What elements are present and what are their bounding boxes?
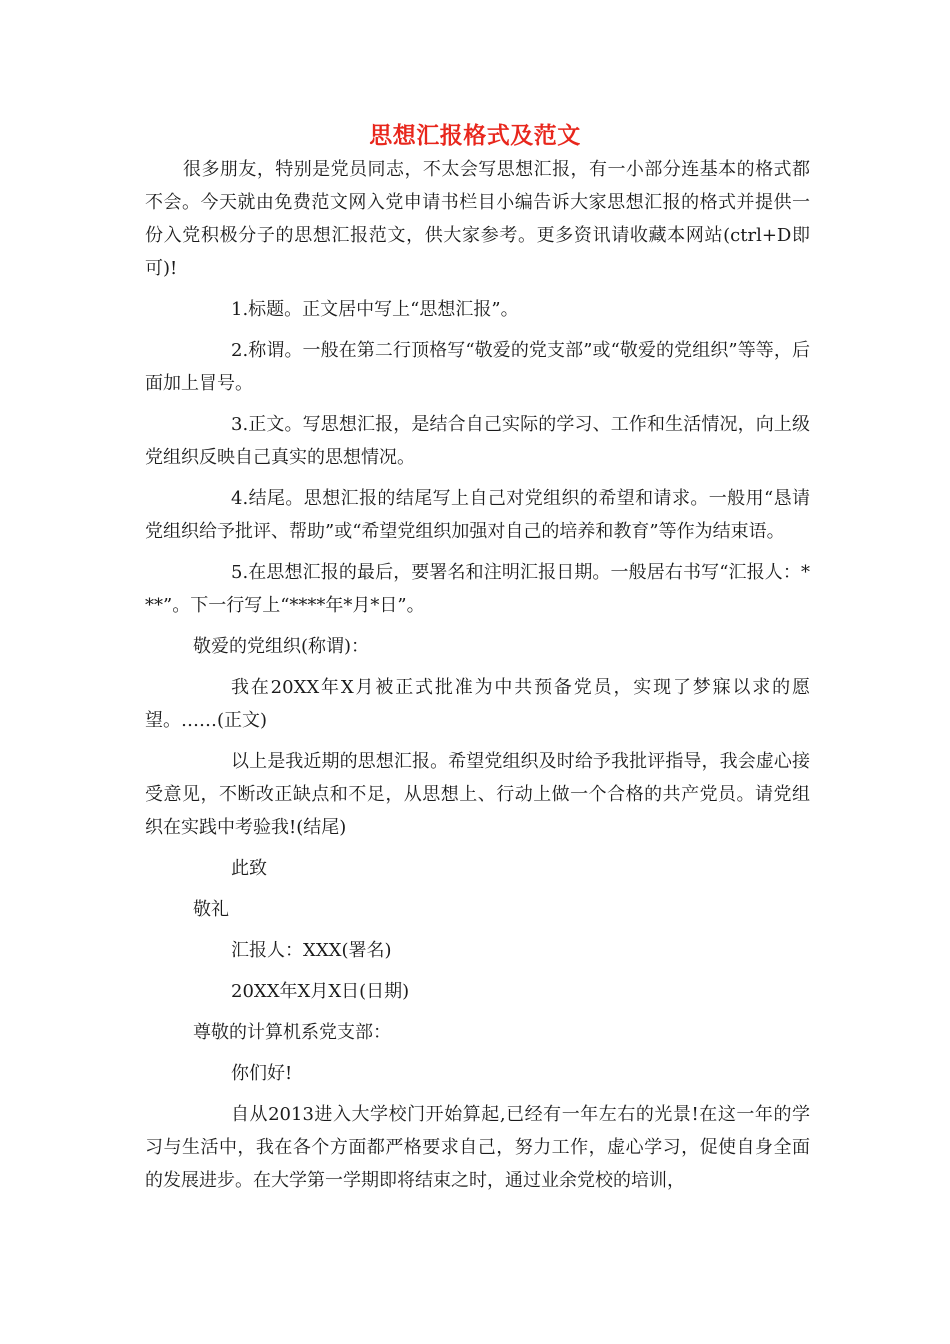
document-title: 思想汇报格式及范文 bbox=[369, 123, 581, 149]
intro-paragraph: 很多朋友，特别是党员同志，不太会写思想汇报，有一小部分连基本的格式都不会。今天就由免费范文网入党申请书栏目小编告诉大家思想汇报的格式并提供一份入党积极分子的思想汇报范文，供大家参考。更多资讯请收藏本网站(ctrl+D即可)! bbox=[145, 159, 810, 279]
second-salutation: 尊敬的计算机系党支部： bbox=[193, 1022, 391, 1043]
second-body-paragraph: 自从2013进入大学校门开始算起,已经有一年左右的光景!在这一年的学习与生活中，我在各个方面都严格要求自己，努力工作，虚心学习，促使自身全面的发展进步。在大学第一学期即将结束之时，通过业余党校的培训， bbox=[145, 1104, 810, 1191]
format-item-body: 3.正文。写思想汇报，是结合自己实际的学习、工作和生活情况，向上级党组织反映自己真实的思想情况。 bbox=[145, 414, 810, 468]
format-item-ending: 4.结尾。思想汇报的结尾写上自己对党组织的希望和请求。一般用“恳请党组织给予批评、帮助”或“希望党组织加强对自己的培养和教育”等作为结束语。 bbox=[145, 488, 810, 542]
format-item-signature: 5.在思想汇报的最后，要署名和注明汇报日期。一般居右书写“汇报人：***”。下一行写上“****年*月*日”。 bbox=[145, 562, 810, 616]
sample-date: 20XX年X月X日(日期) bbox=[231, 981, 410, 1002]
format-item-title: 1.标题。正文居中写上“思想汇报”。 bbox=[231, 299, 519, 320]
sample-salutation: 敬爱的党组织(称谓)： bbox=[193, 636, 370, 657]
sample-closing-2: 敬礼 bbox=[193, 899, 229, 920]
sample-signature: 汇报人：XXX(署名) bbox=[231, 940, 392, 961]
sample-closing-1: 此致 bbox=[231, 858, 267, 879]
format-item-salutation: 2.称谓。一般在第二行顶格写“敬爱的党支部”或“敬爱的党组织”等等，后面加上冒号。 bbox=[145, 340, 810, 394]
greeting: 你们好! bbox=[231, 1063, 293, 1084]
document-body bbox=[145, 153, 810, 1205]
sample-body: 我在20XX年X月被正式批准为中共预备党员，实现了梦寐以求的愿望。……(正文) bbox=[145, 677, 810, 731]
sample-ending: 以上是我近期的思想汇报。希望党组织及时给予我批评指导，我会虚心接受意见，不断改正缺点和不足，从思想上、行动上做一个合格的共产党员。请党组织在实践中考验我!(结尾) bbox=[145, 751, 810, 838]
